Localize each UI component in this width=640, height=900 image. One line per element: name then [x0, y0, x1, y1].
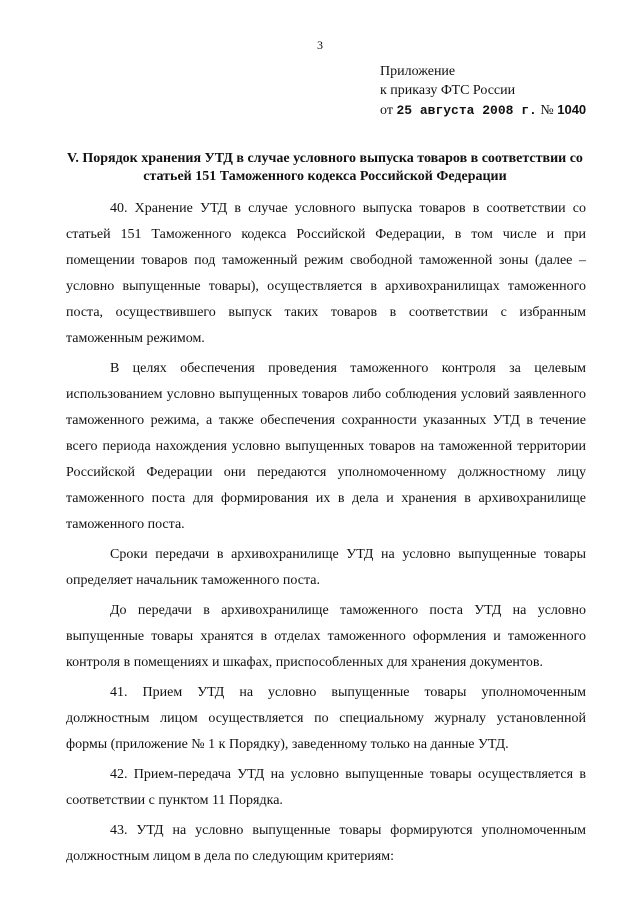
- appendix-date-line: [380, 100, 586, 120]
- appendix-header: [380, 62, 586, 120]
- appendix-date-prefix: от: [380, 103, 393, 118]
- paragraph-control-purposes: В целях обеспечения проведения таможенного контроля за целевым использованием условно выпущенных товаров либо соблюдения условий заявленного таможенного режима, а также обеспечения сохранности указанных УТД в течение всего периода нахождения условно выпущенных товаров на таможенной территории Российской Федерации они передаются уполномоченному должностному лицу таможенного поста для формирования их в дела и хранения в архивохранилище таможенного поста.: [66, 361, 586, 532]
- paragraph-40: 40. Хранение УТД в случае условного выпуска товаров в соответствии со статьей 151 Таможенного кодекса Российской Федерации, в том числе и при помещении товаров под таможенный режим свободной таможенной зоны (далее – условно выпущенные товары), осуществляется в архивохранилищах таможенного поста, осуществившего выпуск таких товаров в соответствии с избранным таможенным режимом.: [66, 201, 586, 346]
- page-number: 3: [317, 38, 323, 52]
- appendix-label: Приложение: [380, 64, 456, 79]
- document-body: [66, 196, 586, 870]
- paragraph-41: 41. Прием УТД на условно выпущенные товары уполномоченным должностным лицом осуществляется по специальному журналу установленной формы (приложение № 1 к Порядку), заведенному только на данные УТД.: [66, 685, 586, 752]
- paragraph-storage-before-transfer: До передачи в архивохранилище таможенного поста УТД на условно выпущенные товары хранятся в отделах таможенного оформления и таможенного контроля в помещениях и шкафах, приспособленных для хранения документов.: [66, 603, 586, 670]
- appendix-date: 25 августа 2008 г.: [396, 103, 537, 118]
- appendix-order-reference: к приказу ФТС России: [380, 83, 516, 98]
- appendix-number-sign: №: [540, 103, 554, 118]
- paragraph-42: 42. Прием-передача УТД на условно выпущенные товары осуществляется в соответствии с пунктом 11 Порядка.: [66, 767, 586, 808]
- appendix-number: 1040: [557, 102, 587, 117]
- section-title: V. Порядок хранения УТД в случае условного выпуска товаров в соответствии со статьей 151 Таможенного кодекса Российской Федерации: [67, 151, 583, 184]
- paragraph-transfer-terms: Сроки передачи в архивохранилище УТД на условно выпущенные товары определяет начальник таможенного поста.: [66, 547, 586, 588]
- paragraph-43: 43. УТД на условно выпущенные товары формируются уполномоченным должностным лицом в дела по следующим критериям:: [66, 823, 586, 864]
